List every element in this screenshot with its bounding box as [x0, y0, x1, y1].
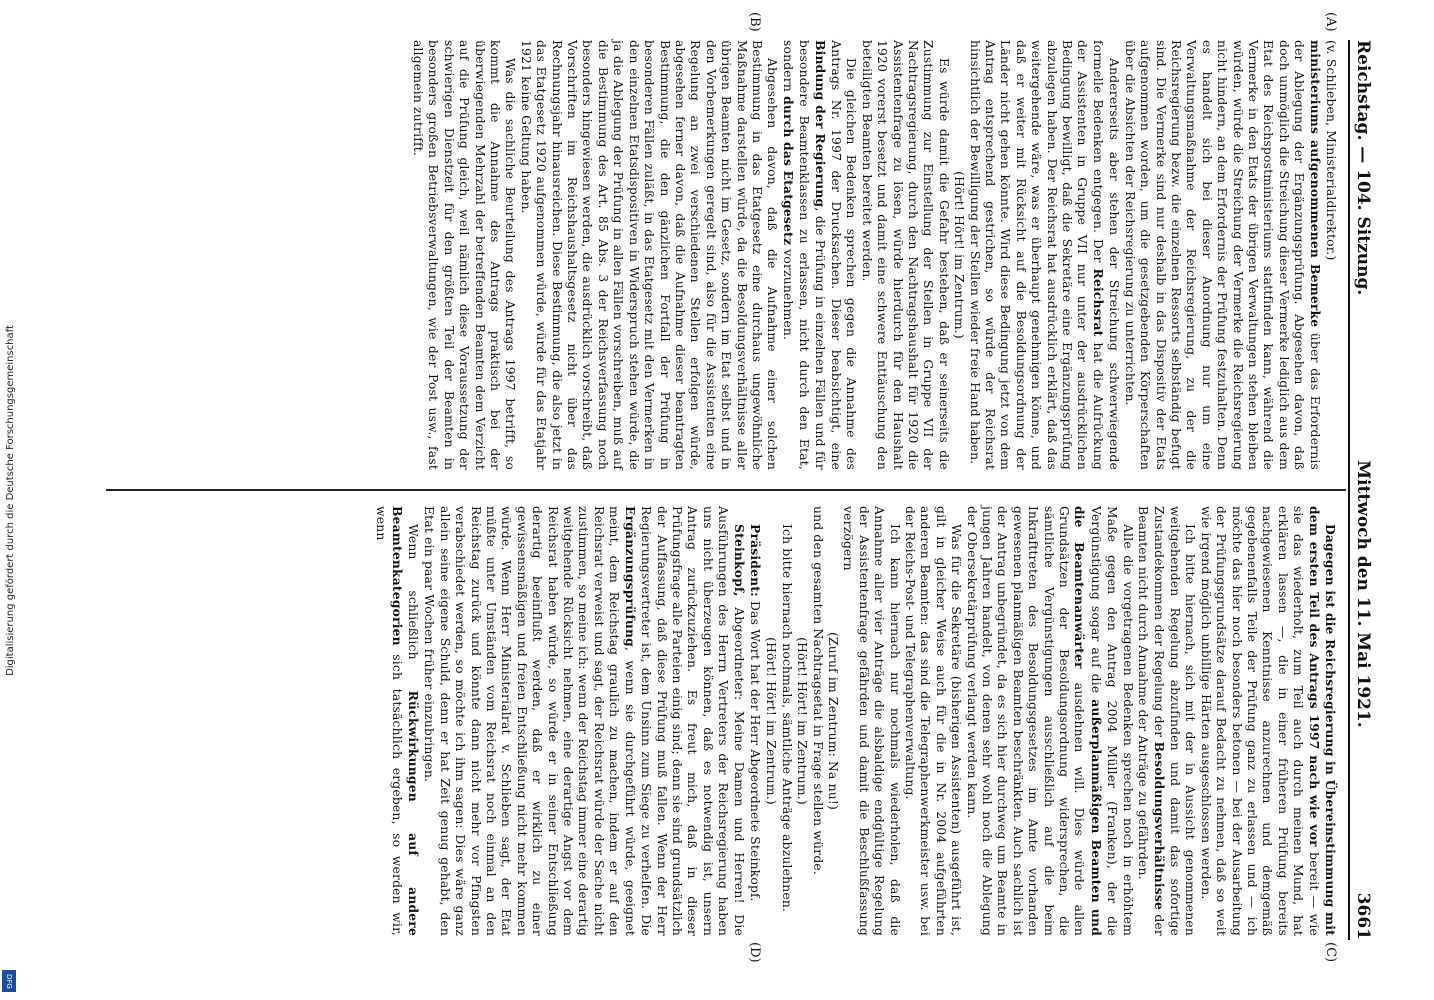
- scanned-page-area: [92, 12, 1382, 963]
- right-paragraph-10: Wenn schließlich Rückwirkungen auf andere Beamtenkategorien sich tatsächlich ergeben, so werden wir, wenn: [374, 506, 422, 936]
- page-header: [1348, 40, 1382, 940]
- right-paragraph-1: Dagegen ist die Reichsregierung in Übereinstimmung mit dem ersten Teil des Antrags 1997 nach wie vor bereit — wie sie das wiederholt, zum Teil auch durch meinen Mund, hat erklären lassen —, die in einer früheren Prüfung bereits nachgewiesenen Kenntnisse anzurechnen und demgemäß gegebenenfalls Teile der Prüfung ganz zu erlassen und — ich möchte das hier noch besonders betonen — bei der Ausarbeitung der Prüfungsgrundsätze darauf Bedacht zu nehmen, daß so weit wie irgend möglich unbillige Härten ausgeschlossen werden.: [1198, 506, 1338, 936]
- right-paragraph-3: Alle die vorgetragenen Bedenken sprechen noch in erhöhtem Maße gegen den Antrag 2004 Müller (Franken), der die Vergünstigung sogar auf die außerplanmäßigen Beamten und die Beamtenanwärter ausdehnen will. Dies würde allen Grundsätzen der Besoldungsordnung widersprechen, die sämtliche Vergünstigungen ausschließlich auf die beim Inkrafttreten des Besoldungsgesetzes im Amte vorhanden gewesenen planmäßigen Beamten beschränkten. Auch sachlich ist der Antrag unbegründet, da es sich hier durchweg um Beamte in jungen Jahren handelt, von denen sehr wohl noch die Ablegung der Obersekretärprüfung verlangt werden kann.: [964, 506, 1135, 936]
- left-paragraph-2: Andererseits aber stehen der Streichung schwerwiegende formelle Bedenken entgegen. Der Reichsrat hat die Aufrückung der Assistenten in Gruppe VII nur unter der ausdrücklichen Bedingung bewilligt, daß die Sekretäre eine Ergänzungsprüfung abzulegen haben. Der Reichsrat hat ausdrücklich erklärt, daß das weitergehende wäre, was er überhaupt genehmigen könne, und daß er weiter mit Rücksicht auf die Besoldungsordnung der Länder nicht gehen könnte. Wird diese Bedingung jetzt von dem Antrag entsprechend gestrichen, so würde der Reichsrat hinsichtlich der Bewilligung der Stellen wieder freie Hand haben.: [967, 40, 1122, 471]
- bold-text: Ergänzungsprüfung: [622, 506, 638, 647]
- right-paragraph-2: Ich bitte hiernach, sich mit der in Aussicht genommenen weitgehenden Regelung abzufinden und damit das sofortige Zustandekommen der Regelung der Besoldungsverhältnisse der Beamten nicht durch Annahme der Anträge zu gefährden.: [1136, 506, 1198, 936]
- margin-marker-c: (C): [1323, 942, 1338, 963]
- side-credit-label: [2, 0, 18, 1000]
- column-divider: [106, 489, 1346, 491]
- header-page-number: 3661: [1353, 892, 1373, 940]
- margin-marker-d: (D): [747, 942, 762, 963]
- header-left: Reichstag. — 104. Sitzung.: [1353, 40, 1373, 296]
- right-paragraph-6: und den gesamten Nachtragsetat in Frage stellen würde.: [810, 506, 825, 875]
- interjection: (Hört! Hört! im Zentrum.): [795, 637, 810, 805]
- left-paragraph-6: Was die sachliche Beurteilung des Antrags 1997 betrifft, so kommt die Annahme des Antrags praktisch bei der überwiegenden Mehrzahl der betreffenden Beamten dem Verzicht auf die Prüfung gleich, weil nämlich diese Voraussetzung der schwierigen Dienstzeit für den größten Teil der Beamten in besonders großen Betriebsverwaltungen, wie der Post usw., fast allgemein zutrifft.: [411, 40, 518, 470]
- dfg-logo: DFG: [2, 970, 16, 992]
- bold-text: außerplanmäßigen Beamten und die Beamtenanwärter: [1072, 506, 1104, 936]
- left-paragraph-3: Es würde damit die Gefahr bestehen, daß er seinerseits die Zustimmung zur Einstellung der Stellen in Gruppe VII der Nachtragsregierung, durch den Nachtragshaushalt für 1920 die Assistentenfrage zu lösen, würde hierdurch für den Haushalt 1920 vorerst besetzt und damit eine schwere Enttäuschung den beteiligten Beamten bereitet werden.: [859, 40, 951, 470]
- bold-text: Besoldungsverhältnisse: [1151, 741, 1167, 911]
- right-paragraph-4: Was für die Sekretäre (bisherigen Assistenten) ausgeführt ist, gilt in gleicher Weise auch für die in Nr. 2004 aufgeführten anderen Beamten: das sind die Telegraphenwerkmeister usw. bei der Reichs-Post- und Telegraphenverwaltung.: [903, 506, 964, 936]
- right-paragraph-9: Steinkopf, Abgeordneter: Meine Damen und Herren! Die Ausführungen des Herrn Vertreters der Reichsregierung haben uns nicht überzeugen können, daß es notwendig ist, unsern Antrag zurückzuziehen. Es freut mich, daß in dieser Prüfungsfrage alle Parteien einig sind; denn sie sind grundsätzlich der Auffassung, daß diese Prüfung muß fallen. Wenn der Herr Regierungsvertreter ist, dem Unsinn zum Siege zu verhelfen. Die Ergänzungsprüfung, wenn sie durchgeführt würde, geeignet meint, dem Reichstag graulich zu machen, indem er auf den Reichsrat verweist und sagt, der Reichsrat würde der Sache nicht zustimmen, so meine ich: wenn der Reichstag immer eine derartig weitgehende Rücksicht nehmen, eine derartige Angst vor dem Reichsrat haben würde, so würde er in seiner Entschließung derartig beeinflußt werden, daß er wirklich zu einer gewissensmäßigen und freien Entschließung nicht mehr kommen würde. Wenn Herr Ministerialrat v. Schlieben sagt, der Etat müßte unter Umständen vom Reichsrat noch einmal an den Reichstag zurück und könnte dann nicht mehr vor Pfingsten verabschiedet werden, so möchte ich ihm sagen: Dies wäre ganz allein seine eigene Schuld, denn er hat Zeit genug gehabt, den Etat ein paar Wochen früher einzubringen.: [422, 506, 747, 936]
- interjection: (Hört! Hört! im Zentrum.): [764, 637, 779, 805]
- header-center: Mittwoch den 11. Mai 1921.: [1353, 460, 1373, 728]
- margin-marker-a: (A): [1323, 12, 1338, 32]
- left-paragraph-5: Abgesehen davon, daß die Aufnahme einer solchen Bestimmung in das Etatgesetz eine durchaus ungewöhnliche Maßnahme darstellen würde, da die Besoldungsverhältnisse aller übrigen Beamten nicht im Gesetz, sondern im Etat selbst und in den Vorbemerkungen geregelt sind, also für die Assistenten eine Regelung an zwei verschiedenen Stellen erfolgen würde, abgesehen ferner davon, daß die Aufnahme dieser beantragten Bestimmung, die den gänzlichen Fortfall der Prüfung in besonderen Fällen zuläßt, in das Etatgesetz mit den Vermerken in den einzelnen Etatsdispositiven in Widerspruch stehen würde, die ja die Ablegung der Prüfung in allen Fällen vorschreiben, muß auf die Bestimmung des Art. 85 Abs. 3 der Reichsverfassung noch besonders hingewiesen werden, die ausdrücklich vorschreibt, daß Vorschriften im Reichshaushaltsgesetz nicht über das Rechnungsjahr hinausreichen. Diese Bestimmung, die also jetzt in das Etatgesetz 1920 aufgenommen würde, würde für das Etatjahr 1921 keine Geltung haben.: [518, 40, 780, 470]
- bold-text: Reichsrat: [1090, 268, 1106, 337]
- bold-text: Bindung der Regierung: [812, 40, 828, 208]
- bold-text: Steinkopf,: [731, 524, 747, 597]
- right-paragraph-8: Präsident: Das Wort hat der Herr Abgeordnete Steinkopf.: [747, 524, 763, 902]
- bold-text: Rückwirkungen auf andere Beamtenkategorien: [389, 506, 422, 936]
- bold-text: Präsident:: [747, 524, 763, 597]
- interjection: (Zuruf im Zentrum: Na nu!): [826, 632, 840, 810]
- left-paragraph-1: ministeriums aufgenommenen Bemerke über das Erfordernis der Ablegung der Ergänzungsprüfung. Abgesehen davon, daß doch unmöglich die Streichung dieser Vermerke lediglich aus dem Etat des Reichspostministeriums stattfinden kann, während die Vermerke in den Etats der übrigen Verwaltungen stehen bleiben würden, würde die Streichung der Vermerke die Reichsregierung nicht hindern, an dem Erfordernis der Prüfung festzuhalten. Denn es handelt sich bei dieser Anordnung nur um eine Verwaltungsmaßnahme der Reichsregierung, zu der die Reichsregierung bezw. die einzelnen Ressorts selbständig befugt sind. Die Vermerke sind nur deshalb in das Dispositiv der Etats aufgenommen worden, um die gesetzgebenden Körperschaften über die Absichten der Reichsregierung zu unterrichten.: [1122, 40, 1323, 471]
- speaker-line: (v. Schlieben, Ministerialdirektor.): [1324, 40, 1338, 261]
- side-credit-text: Digitalisierung gefördert durch die Deutsche Forschungsgemeinschaft: [4, 324, 16, 676]
- right-paragraph-5: Ich kann hiernach nur nochmals wiederholen, daß die Annahme aller vier Anträge die alsbaldige endgültige Regelung der Assistentenfrage gefährden und damit die Beschlußfassung verzögern: [841, 506, 902, 936]
- margin-marker-b: (B): [747, 12, 762, 32]
- document-page: [92, 12, 1382, 963]
- right-column: [373, 506, 1338, 936]
- bold-text: durch das Etatgesetz: [780, 96, 796, 246]
- right-paragraph-7: Ich bitte hiernach nochmals, sämtliche Anträge abzulehnen.: [779, 524, 794, 913]
- interjection: (Hört! Hört! im Zentrum.): [952, 171, 967, 339]
- bold-text: Dagegen ist die Reichsregierung in Übereinstimmung mit dem ersten Teil des Antrags 1997 nach wie vor: [1306, 506, 1338, 936]
- left-paragraph-4: Die gleichen Bedenken sprechen gegen die Annahme des Antrags Nr. 1997 der Drucksachen. Dieser beabsichtigt, eine Bindung der Regierung, die Prüfung in einzelnen Fällen und für besondere Beamtenklassen zu erlassen, nicht durch den Etat, sondern durch das Etatgesetz vorzunehmen.: [780, 40, 859, 470]
- left-column: [410, 40, 1338, 470]
- bold-text: ministeriums aufgenommenen Bemerke: [1307, 40, 1323, 328]
